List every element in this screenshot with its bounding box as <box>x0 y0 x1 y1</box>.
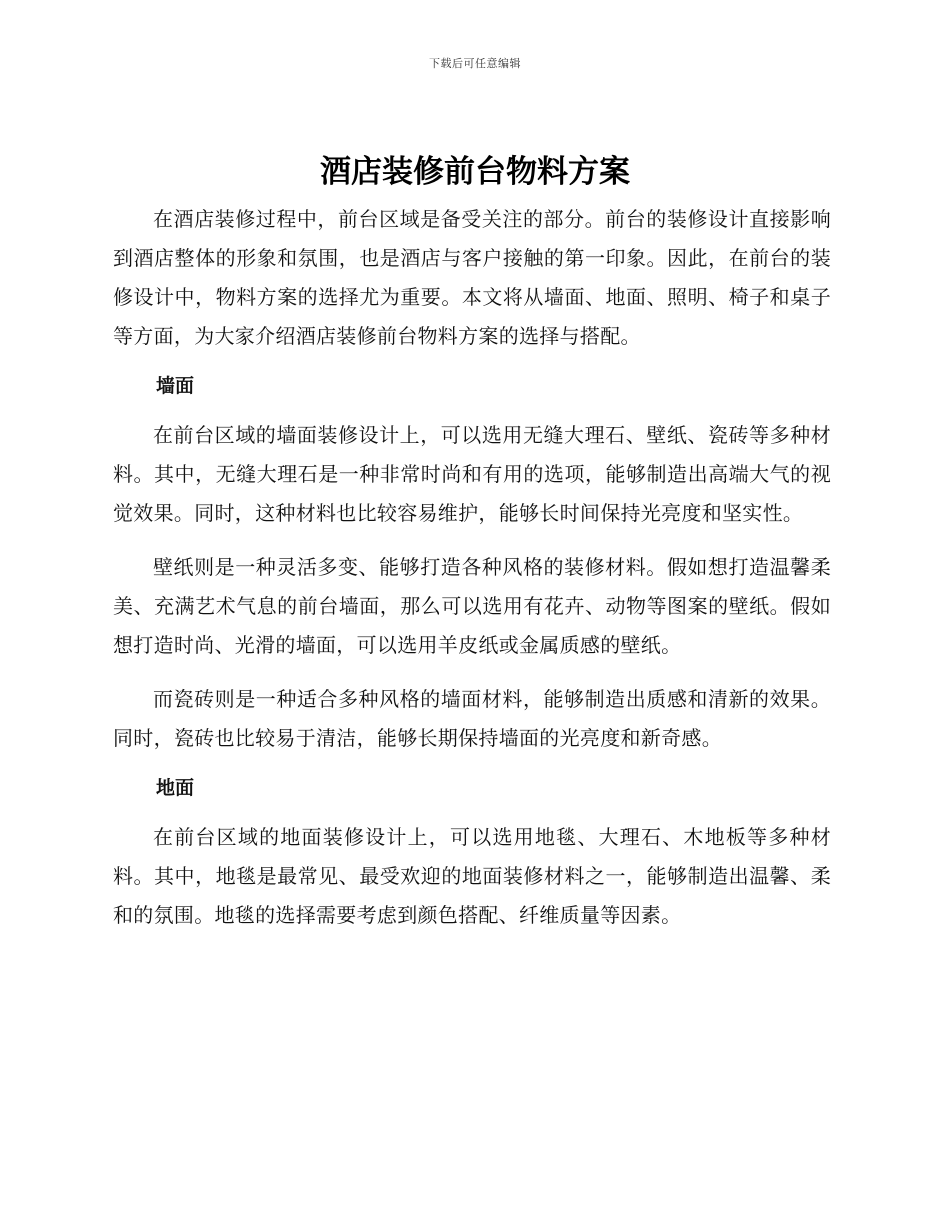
wall-paragraph-2: 壁纸则是一种灵活多变、能够打造各种风格的装修材料。假如想打造温馨柔美、充满艺术气息的前台墙面，那么可以选用有花卉、动物等图案的壁纸。假如想打造时尚、光滑的墙面，可以选用羊皮纸或金属质感的壁纸。 <box>113 555 831 657</box>
document-title: 酒店装修前台物料方案 <box>320 154 630 190</box>
wall-paragraph-3: 而瓷砖则是一种适合多种风格的墙面材料，能够制造出质感和清新的效果。同时，瓷砖也比较易于清洁，能够长期保持墙面的光亮度和新奇感。 <box>113 687 831 750</box>
section-heading-wall: 墙面 <box>156 375 195 397</box>
wall-paragraph-1: 在前台区域的墙面装修设计上，可以选用无缝大理石、壁纸、瓷砖等多种材料。其中，无缝大理石是一种非常时尚和有用的选项，能够制造出高端大气的视觉效果。同时，这种材料也比较容易维护，能够长时间保持光亮度和坚实性。 <box>113 423 831 525</box>
intro-paragraph: 在酒店装修过程中，前台区域是备受关注的部分。前台的装修设计直接影响到酒店整体的形象和氛围，也是酒店与客户接触的第一印象。因此，在前台的装修设计中，物料方案的选择尤为重要。本文将从墙面、地面、照明、椅子和桌子等方面，为大家介绍酒店装修前台物料方案的选择与搭配。 <box>113 207 831 348</box>
section-heading-floor: 地面 <box>156 777 195 799</box>
floor-paragraph-1: 在前台区域的地面装修设计上，可以选用地毯、大理石、木地板等多种材料。其中，地毯是最常见、最受欢迎的地面装修材料之一，能够制造出温馨、柔和的氛围。地毯的选择需要考虑到颜色搭配、纤维质量等因素。 <box>113 825 831 927</box>
document-body <box>113 200 831 935</box>
header-note: 下载后可任意编辑 <box>429 57 521 70</box>
